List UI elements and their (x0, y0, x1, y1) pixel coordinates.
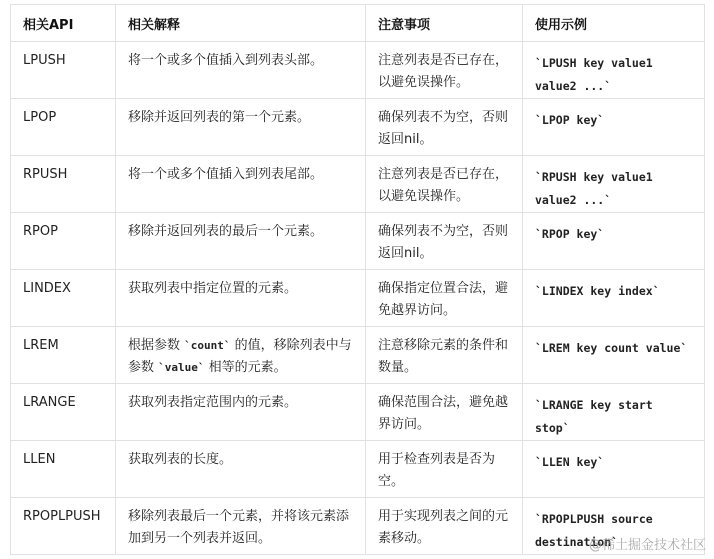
api-usage: `LINDEX key index` (523, 270, 705, 327)
header-usage: 使用示例 (523, 5, 705, 42)
desc-text: 根据参数 (128, 338, 185, 353)
api-description: 将一个或多个值插入到列表头部。 (116, 42, 366, 99)
inline-code-count: `count` (184, 339, 231, 352)
desc-text: 相等的元素。 (204, 360, 287, 375)
table-row (11, 327, 705, 384)
api-name: RPUSH (11, 156, 116, 213)
api-note: 用于检查列表是否为空。 (366, 441, 523, 498)
api-description: 获取列表的长度。 (116, 441, 366, 498)
table-row (11, 441, 705, 498)
api-note: 注意移除元素的条件和数量。 (366, 327, 523, 384)
api-usage: `RPOPLPUSH source destination` (523, 498, 705, 555)
api-usage: `RPUSH key value1 value2 ...` (523, 156, 705, 213)
header-description: 相关解释 (116, 5, 366, 42)
api-name: RPOPLPUSH (11, 498, 116, 555)
table-row (11, 156, 705, 213)
header-notes: 注意事项 (366, 5, 523, 42)
api-note: 用于实现列表之间的元素移动。 (366, 498, 523, 555)
table-header-row (11, 5, 705, 42)
api-usage: `RPOP key` (523, 213, 705, 270)
api-usage: `LLEN key` (523, 441, 705, 498)
api-name: RPOP (11, 213, 116, 270)
desc-text: 的值，移除列表中与参数 (128, 338, 352, 375)
api-description: 移除并返回列表的第一个元素。 (116, 99, 366, 156)
api-description: 获取列表中指定位置的元素。 (116, 270, 366, 327)
api-name: LPUSH (11, 42, 116, 99)
api-usage: `LREM key count value` (523, 327, 705, 384)
api-name: LINDEX (11, 270, 116, 327)
api-usage: `LPOP key` (523, 99, 705, 156)
api-note: 确保列表不为空，否则返回nil。 (366, 213, 523, 270)
api-note: 确保指定位置合法，避免越界访问。 (366, 270, 523, 327)
api-note: 注意列表是否已存在，以避免误操作。 (366, 42, 523, 99)
api-name: LRANGE (11, 384, 116, 441)
api-name: LREM (11, 327, 116, 384)
api-description: 移除并返回列表的最后一个元素。 (116, 213, 366, 270)
table-row (11, 42, 705, 99)
api-name: LPOP (11, 99, 116, 156)
table-row (11, 213, 705, 270)
api-description: 移除列表最后一个元素，并将该元素添加到另一个列表并返回。 (116, 498, 366, 555)
api-description: 将一个或多个值插入到列表尾部。 (116, 156, 366, 213)
api-usage: `LPUSH key value1 value2 ...` (523, 42, 705, 99)
inline-code-value: `value` (158, 361, 205, 374)
api-usage: `LRANGE key start stop` (523, 384, 705, 441)
api-name: LLEN (11, 441, 116, 498)
watermark: @稀土掘金技术社区 (588, 538, 706, 553)
table-row (11, 99, 705, 156)
table-row (11, 384, 705, 441)
api-description (116, 327, 366, 384)
api-note: 确保范围合法，避免越界访问。 (366, 384, 523, 441)
api-note: 注意列表是否已存在，以避免误操作。 (366, 156, 523, 213)
api-note: 确保列表不为空，否则返回nil。 (366, 99, 523, 156)
header-api: 相关API (11, 5, 116, 42)
redis-list-api-table (10, 4, 705, 555)
table-row (11, 270, 705, 327)
api-description: 获取列表指定范围内的元素。 (116, 384, 366, 441)
